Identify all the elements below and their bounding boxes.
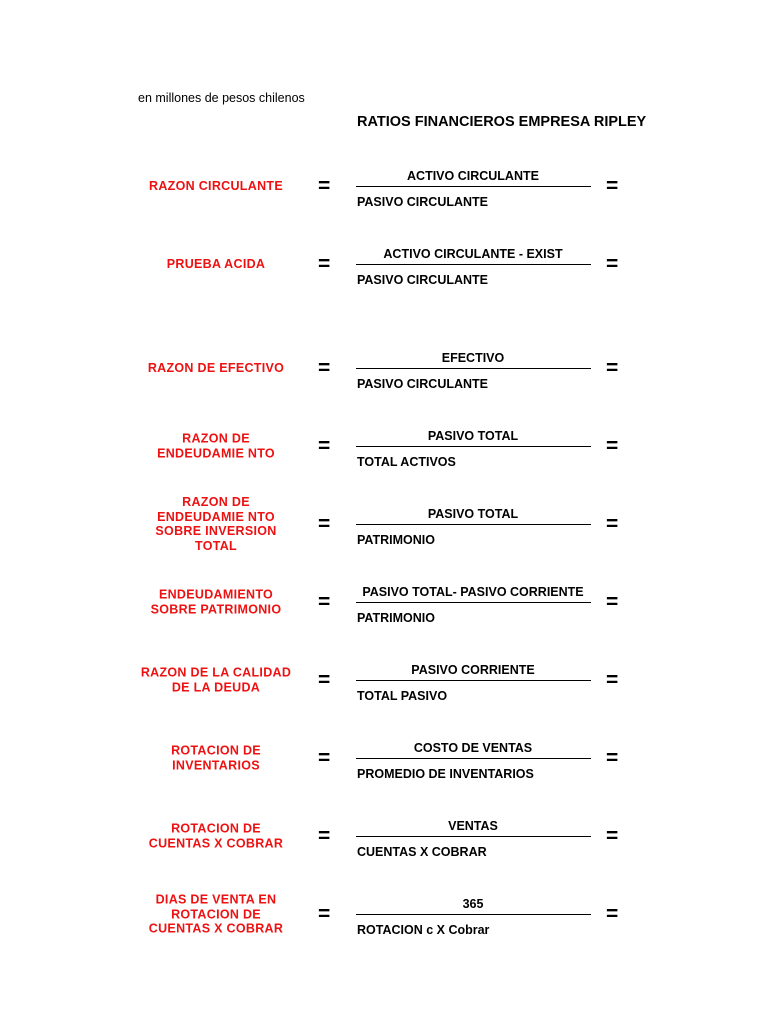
denominator: PASIVO CIRCULANTE (357, 195, 489, 209)
equals-sign-result: = (606, 174, 619, 198)
numerator: EFECTIVO (441, 351, 505, 365)
fraction-line (356, 524, 591, 525)
fraction-line (356, 264, 591, 265)
ratio-name: RAZON DE ENDEUDAMIE NTO (157, 431, 275, 460)
numerator: PASIVO TOTAL (427, 507, 519, 521)
denominator: PASIVO CIRCULANTE (357, 377, 489, 391)
equals-sign: = (318, 356, 331, 380)
equals-sign-result: = (606, 356, 619, 380)
equals-sign-result: = (606, 512, 619, 536)
ratio-name: DIAS DE VENTA EN ROTACION DE CUENTAS X COBRAR (148, 892, 284, 936)
equals-sign: = (318, 902, 331, 926)
equals-sign-result: = (606, 668, 619, 692)
ratio-name: ROTACION DE CUENTAS X COBRAR (148, 821, 284, 850)
numerator: VENTAS (448, 819, 498, 833)
equals-sign-result: = (606, 590, 619, 614)
equals-sign-result: = (606, 824, 619, 848)
ratio-name: RAZON DE ENDEUDAMIE NTO SOBRE INVERSION TOTAL (155, 495, 277, 553)
equals-sign: = (318, 668, 331, 692)
equals-sign: = (318, 590, 331, 614)
fraction-line (356, 758, 591, 759)
denominator: ROTACION c X Cobrar (357, 923, 490, 937)
numerator: ACTIVO CIRCULANTE (407, 169, 539, 183)
fraction-line (356, 186, 591, 187)
numerator: PASIVO TOTAL- PASIVO CORRIENTE (362, 585, 584, 599)
equals-sign: = (318, 174, 331, 198)
numerator: ACTIVO CIRCULANTE - EXIST (383, 247, 563, 261)
equals-sign: = (318, 512, 331, 536)
fraction-line (356, 680, 591, 681)
equals-sign: = (318, 746, 331, 770)
denominator: TOTAL ACTIVOS (357, 455, 456, 469)
ratio-name: RAZON CIRCULANTE (149, 178, 283, 193)
fraction-line (356, 446, 591, 447)
equals-sign-result: = (606, 252, 619, 276)
equals-sign-result: = (606, 434, 619, 458)
denominator: CUENTAS X COBRAR (357, 845, 487, 859)
numerator: PASIVO TOTAL (427, 429, 519, 443)
denominator: TOTAL PASIVO (357, 689, 448, 703)
ratio-name: PRUEBA ACIDA (166, 256, 266, 271)
fraction-line (356, 836, 591, 837)
equals-sign: = (318, 824, 331, 848)
denominator: PATRIMONIO (357, 611, 436, 625)
page-title: RATIOS FINANCIEROS EMPRESA RIPLEY (357, 114, 647, 130)
ratio-name: ROTACION DE INVENTARIOS (171, 743, 261, 772)
denominator: PASIVO CIRCULANTE (357, 273, 489, 287)
numerator: PASIVO CORRIENTE (411, 663, 535, 677)
denominator: PATRIMONIO (357, 533, 436, 547)
fraction-line (356, 368, 591, 369)
denominator: PROMEDIO DE INVENTARIOS (357, 767, 534, 781)
equals-sign: = (318, 434, 331, 458)
subtitle: en millones de pesos chilenos (138, 91, 305, 105)
equals-sign-result: = (606, 902, 619, 926)
equals-sign: = (318, 252, 331, 276)
numerator: 365 (462, 897, 484, 911)
equals-sign-result: = (606, 746, 619, 770)
ratio-name: RAZON DE LA CALIDAD DE LA DEUDA (140, 665, 292, 694)
ratio-name: ENDEUDAMIENTO SOBRE PATRIMONIO (150, 587, 282, 616)
ratio-name: RAZON DE EFECTIVO (147, 360, 285, 375)
fraction-line (356, 914, 591, 915)
numerator: COSTO DE VENTAS (413, 741, 533, 755)
fraction-line (356, 602, 591, 603)
